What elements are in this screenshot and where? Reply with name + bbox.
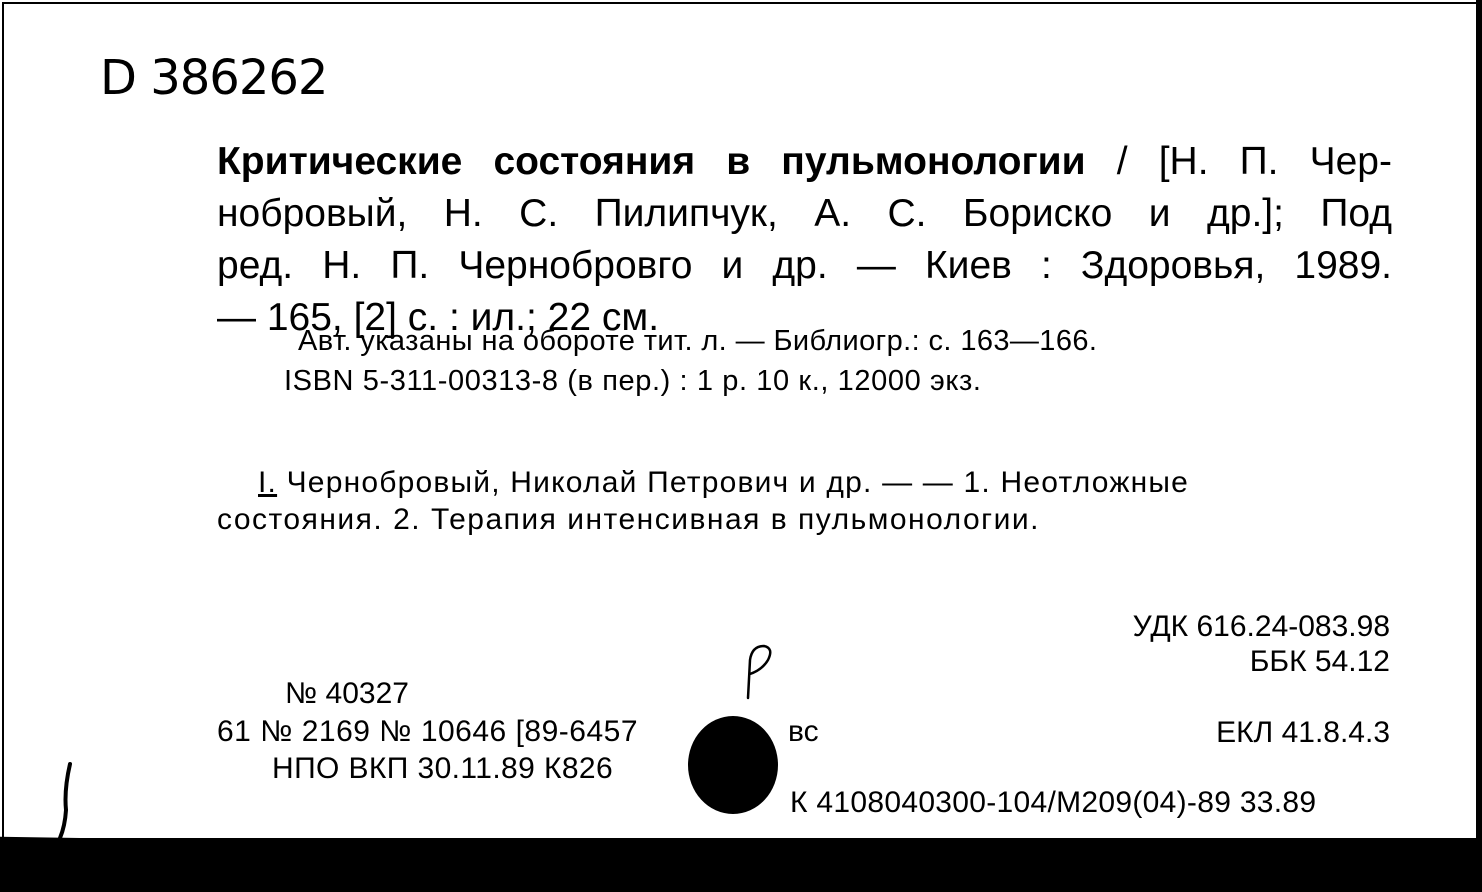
note-authors: Авт. указаны на обороте тит. л. — Библиогр.: с. 163—166. — [298, 325, 1098, 357]
ekl-code: ЕКЛ 41.8.4.3 — [1216, 716, 1390, 749]
note-isbn: ISBN 5-311-00313-8 (в пер.) : 1 р. 10 к., 12000 экз. — [284, 365, 982, 397]
call-number: D 386262 — [100, 50, 328, 106]
tracing-line-2: состояния. 2. Терапия интенсивная в пульмонологии. — [217, 503, 1040, 536]
handwritten-p-mark — [738, 640, 778, 702]
tracing-line-1 — [258, 466, 1189, 500]
punch-hole-blot — [688, 716, 778, 814]
card-edge — [1476, 0, 1482, 892]
book-title: Критические состояния в пульмонологии — [217, 140, 1086, 183]
bibliographic-description — [217, 136, 1392, 344]
inventory-number: № 40327 — [285, 677, 409, 710]
acquisition-suffix: вс — [788, 715, 819, 748]
handwritten-stroke-mark — [52, 760, 82, 842]
udk-code: УДК 616.24-083.98 — [1132, 610, 1390, 643]
card-shadow — [0, 838, 1482, 892]
k-code: К 4108040300-104/М209(04)-89 33.89 — [790, 786, 1317, 819]
description-line-2: нобровый, Н. С. Пилипчук, А. С. Бориско и др.]; Под — [217, 192, 1392, 235]
description-line-1-text: / [Н. П. Чер- — [1085, 140, 1392, 183]
tracing-text: Чернобровый, Николай Петрович и др. — — 1. Неотложные — [277, 466, 1190, 499]
bbk-code: ББК 54.12 — [1249, 645, 1390, 678]
description-line-3: ред. Н. П. Чернобровго и др. — Киев : Здоровья, 1989. — [217, 244, 1392, 287]
description-line-1 — [217, 136, 1392, 188]
acquisition-line: 61 № 2169 № 10646 [89-6457 — [217, 715, 639, 748]
description-line-4: — 165, [2] с. : ил.; 22 см. — [217, 296, 660, 339]
tracing-roman: I. — [258, 466, 278, 499]
npo-line: НПО ВКП 30.11.89 К826 — [272, 752, 614, 785]
